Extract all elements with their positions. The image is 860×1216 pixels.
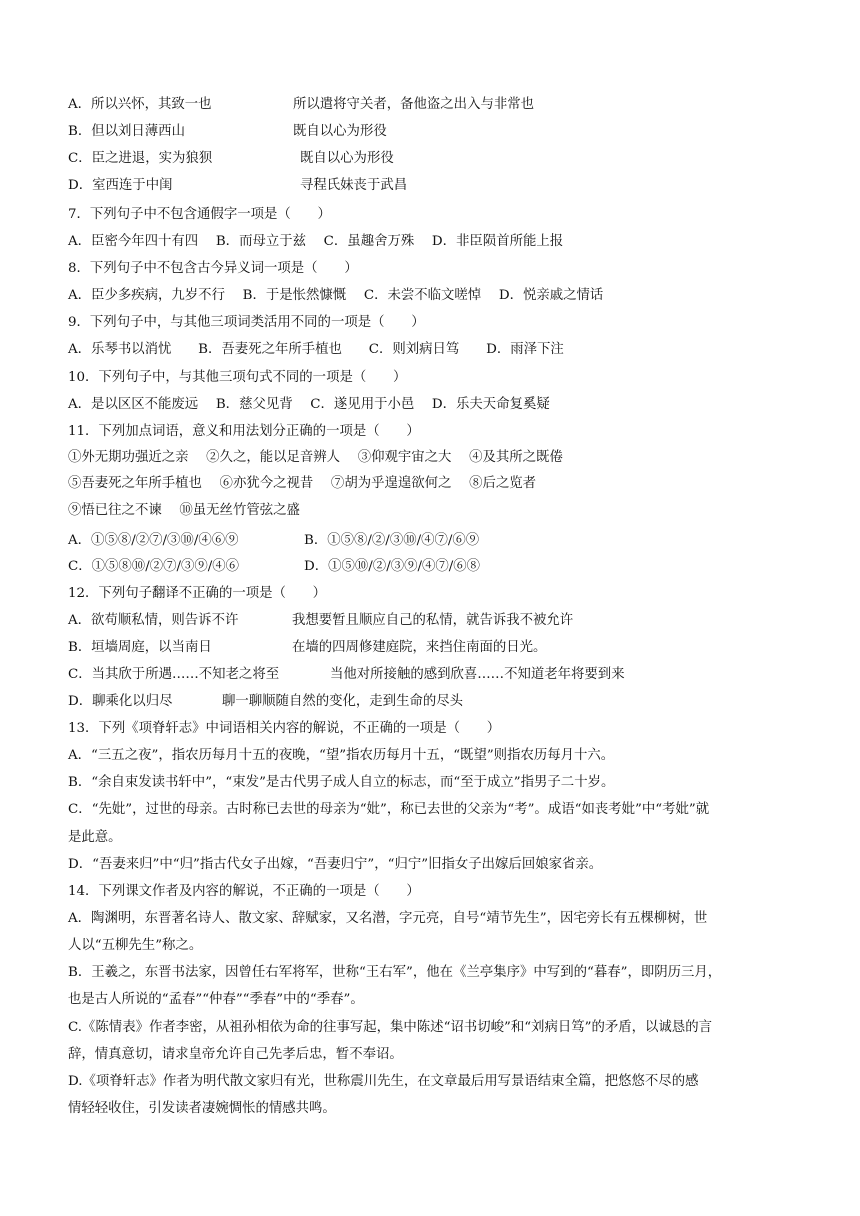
q11-options-row-2 — [68, 557, 481, 577]
q11-option-b: B．①⑤⑧/②/③⑩/④⑦/⑥⑨ — [304, 533, 480, 548]
q6-option-a — [68, 95, 535, 115]
q6-option-c-left: C．臣之进退，实为狼狈 — [68, 151, 213, 166]
q14-option-c-line-1: C.《陈情表》作者李密，从祖孙相依为命的往事写起，集中陈述“诏书切峻”和“刘病日笃”的矛盾，以诚恳的言 — [68, 1020, 712, 1035]
q13-stem: 13．下列《项脊轩志》中词语相关内容的解说，不正确的一项是（ ） — [68, 721, 501, 736]
q10-stem: 10．下列句子中，与其他三项句式不同的一项是（ ） — [68, 370, 407, 385]
q12-option-c-source: C．当其欣于所遇……不知老之将至 — [68, 667, 280, 682]
q14-option-d-line-1: D.《项脊轩志》作者为明代散文家归有光，世称震川先生，在文章最后用写景语结束全篇，把悠悠不尽的感 — [68, 1074, 699, 1089]
q14-option-c-line-2: 辞，情真意切，请求皇帝允许自己先孝后忠，暂不奉诏。 — [68, 1047, 403, 1062]
q12-option-d-translation: 聊一聊顺随自然的变化，走到生命的尽头 — [222, 694, 464, 709]
q12-option-a-source: A．欲苟顺私情，则告诉不许 — [68, 613, 239, 628]
q14-option-d-line-2: 情轻轻收住，引发读者凄婉惆怅的情感共鸣。 — [68, 1101, 336, 1116]
q14-option-a-line-1: A．陶渊明，东晋著名诗人、散文家、辞赋家，又名潜，字元亮，自号“靖节先生”，因宅旁长有五棵柳树，世 — [68, 911, 708, 926]
q12-option-d — [68, 692, 464, 712]
q11-option-d: D．①⑤⑩/②/③⑨/④⑦/⑥⑧ — [304, 559, 481, 574]
q6-option-b — [68, 122, 387, 142]
q10-options: A．是以区区不能废远 B．慈父见背 C．遂见用于小邑 D．乐夫天命复奚疑 — [68, 397, 550, 412]
q6-option-d — [68, 176, 408, 196]
q8-options: A．臣少多疾病，九岁不行 B．于是怅然慷慨 C．未尝不临文嗟悼 D．悦亲戚之情话 — [68, 288, 604, 303]
q12-option-a — [68, 611, 574, 631]
q11-option-a: A．①⑤⑧/②⑦/③⑩/④⑥⑨ — [68, 533, 239, 548]
q13-option-c-line-1: C．“先妣”，过世的母亲。古时称已去世的母亲为“妣”，称已去世的父亲为“考”。成语“如丧考妣”中“考妣”就 — [68, 802, 710, 817]
q12-option-b — [68, 638, 547, 658]
q12-option-d-source: D．聊乘化以归尽 — [68, 694, 173, 709]
q6-option-b-left: B．但以刘日薄西山 — [68, 124, 185, 139]
q12-option-a-translation: 我想要暂且顺应自己的私情，就告诉我不被允许 — [292, 613, 574, 628]
q6-option-a-left: A．所以兴怀，其致一也 — [68, 97, 212, 112]
q11-option-c: C．①⑤⑧⑩/②⑦/③⑨/④⑥ — [68, 559, 240, 574]
q13-option-a: A．“三五之夜”，指农历每月十五的夜晚，“望”指农历每月十五，“既望”则指农历每月十六。 — [68, 748, 615, 763]
q12-option-c — [68, 665, 625, 685]
q12-option-b-translation: 在墙的四周修建庭院，来挡住南面的日光。 — [292, 640, 547, 655]
q6-option-c-right: 既自以心为形役 — [300, 151, 394, 166]
q14-stem: 14．下列课文作者及内容的解说，不正确的一项是（ ） — [68, 884, 420, 899]
q9-options: A．乐琴书以消忧 B．吾妻死之年所手植也 C．则刘病日笃 D．雨泽下注 — [68, 342, 564, 357]
q12-option-b-source: B．垣墙周庭，以当南日 — [68, 640, 212, 655]
q6-option-b-right: 既自以心为形役 — [293, 124, 387, 139]
q6-option-c — [68, 149, 394, 169]
q6-option-d-right: 寻程氏妹丧于武昌 — [300, 178, 408, 193]
q6-option-a-right: 所以遣将守关者，备他盗之出入与非常也 — [293, 97, 535, 112]
q11-items-row-3: ⑨悟已往之不谏 ⑩虽无丝竹管弦之盛 — [68, 503, 300, 518]
q11-items-row-2: ⑤吾妻死之年所手植也 ⑥亦犹今之视昔 ⑦胡为乎遑遑欲何之 ⑧后之览者 — [68, 476, 537, 491]
q13-option-d: D．“吾妻来归”中“归”指古代女子出嫁，“吾妻归宁”，“归宁”旧指女子出嫁后回娘家省亲。 — [68, 857, 603, 872]
q13-option-c-line-2: 是此意。 — [68, 830, 122, 845]
q12-stem: 12．下列句子翻译不正确的一项是（ ） — [68, 586, 327, 601]
q12-option-c-translation: 当他对所接触的感到欣喜……不知道老年将要到来 — [330, 667, 625, 682]
q9-stem: 9．下列句子中，与其他三项词类活用不同的一项是（ ） — [68, 315, 425, 330]
q7-stem: 7．下列句子中不包含通假字一项是（ ） — [68, 207, 331, 222]
q8-stem: 8．下列句子中不包含古今异义词一项是（ ） — [68, 261, 358, 276]
q7-options: A．臣密今年四十有四 B．而母立于兹 C．虽趣舍万殊 D．非臣陨首所能上报 — [68, 234, 564, 249]
q14-option-b-line-2: 也是古人所说的“孟春”“仲春”“季春”中的“季春”。 — [68, 992, 364, 1007]
q11-items-row-1: ①外无期功强近之亲 ②久之，能以足音辨人 ③仰观宇宙之大 ④及其所之既倦 — [68, 450, 563, 465]
q14-option-b-line-1: B．王羲之，东晋书法家，因曾任右军将军，世称“王右军”，他在《兰亭集序》中写到的“暮春”，即阴历三月， — [68, 965, 722, 980]
q14-option-a-line-2: 人以“五柳先生”称之。 — [68, 938, 203, 953]
q11-stem: 11．下列加点词语，意义和用法划分正确的一项是（ ） — [68, 424, 420, 439]
q11-options-row-1 — [68, 531, 480, 551]
q13-option-b: B．“余自束发读书轩中”，“束发”是古代男子成人自立的标志，而“至于成立”指男子二十岁。 — [68, 775, 615, 790]
q6-option-d-left: D．室西连于中闺 — [68, 178, 173, 193]
